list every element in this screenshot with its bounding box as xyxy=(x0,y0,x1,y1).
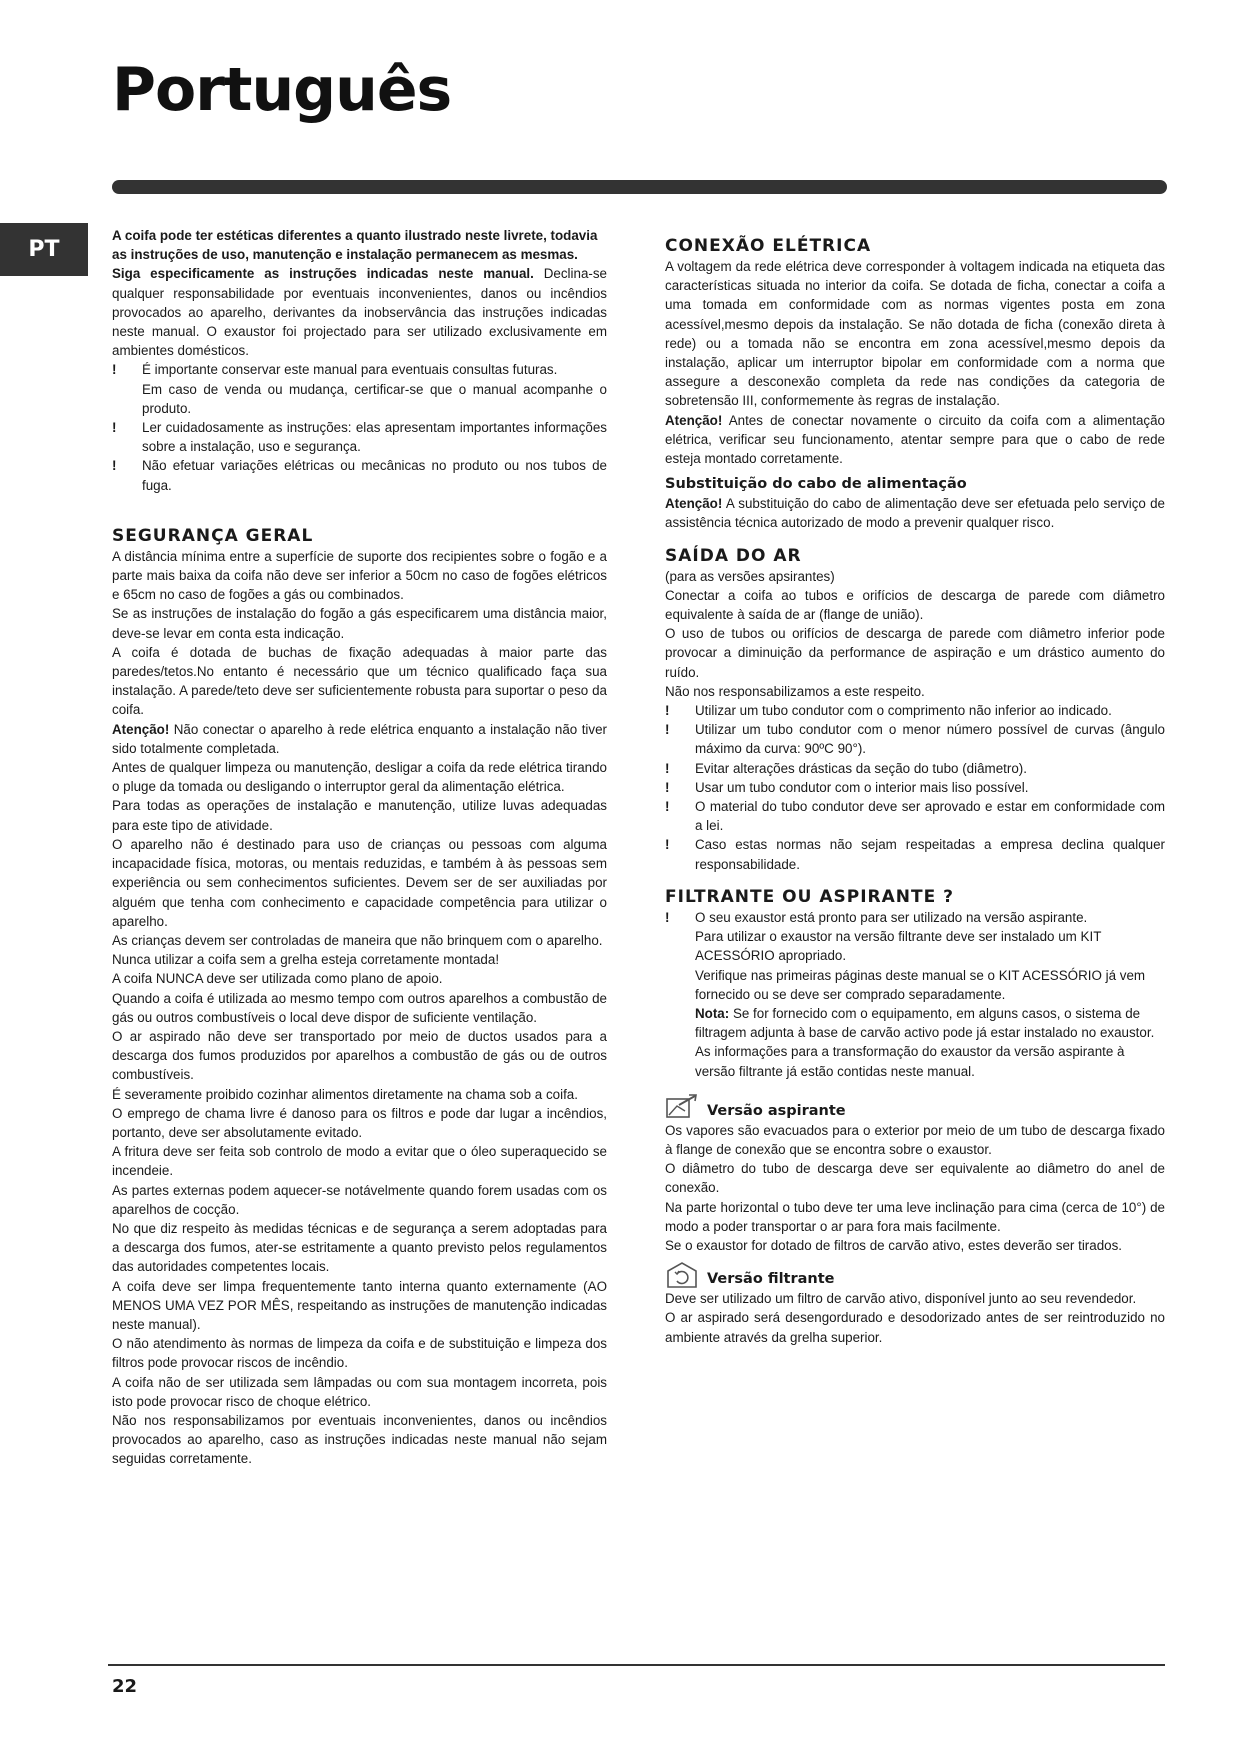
warning-text: Ler cuidadosamente as instruções: elas apresentam importantes informações sobre a instalação, uso e segurança. xyxy=(142,420,607,455)
warning-item xyxy=(665,797,1165,835)
warning-text: Utilizar um tubo condutor com o menor número possível de curvas (ângulo máximo da curva: 90ºC 90°). xyxy=(695,722,1165,757)
warning-text: É importante conservar este manual para eventuais consultas futuras. xyxy=(142,362,558,378)
safety-paragraph: É severamente proibido cozinhar alimentos diretamente na chama sob a coifa. xyxy=(112,1086,578,1102)
warning-item xyxy=(665,778,1165,797)
section-heading-air-outlet: SAÍDA DO AR xyxy=(665,545,802,566)
safety-paragraph: A fritura deve ser feita sob controlo de modo a evitar que o óleo superaquecido se incendeie. xyxy=(112,1144,607,1179)
warning-item xyxy=(665,720,1165,758)
safety-paragraph: O emprego de chama livre é danoso para os filtros e pode dar lugar a incêndios, portanto, deve ser absolutamente evitado. xyxy=(112,1105,607,1140)
safety-paragraph: A coifa é dotada de buchas de fixação adequadas à maior parte das paredes/tetos.No entanto é necessário que um técnico qualificado faça sua instalação. A parede/teto deve ser suficientemente robusta para suportar o peso da coifa. xyxy=(112,644,607,718)
safety-paragraph: Não nos responsabilizamos por eventuais inconvenientes, danos ou incêndios provocados ao aparelho, caso as instruções indicadas neste manual não sejam seguidas corretamente. xyxy=(112,1412,607,1467)
filter-text: Verifique nas primeiras páginas deste manual se o KIT ACESSÓRIO já vem fornecido ou se deve ser comprado separadamente. xyxy=(695,967,1146,1002)
warning-text: O material do tubo condutor deve ser aprovado e estar em conformidade com a lei. xyxy=(695,799,1165,834)
filtrante-icon xyxy=(665,1261,699,1289)
filter-note: Nota: Se for fornecido com o equipamento, em alguns casos, o sistema de filtragem adjunta à base de carvão activo pode já estar instalado no exaustor. xyxy=(695,1005,1155,1041)
warning-text: Caso estas normas não sejam respeitadas a empresa declina qualquer responsabilidade. xyxy=(695,837,1165,872)
air-outlet-paragraph: O uso de tubos ou orifícios de descarga de parede com diâmetro inferior pode provocar a diminuição da performance de aspiração e um drástico aumento do ruído. xyxy=(665,626,1165,680)
air-outlet-paragraph: Conectar a coifa ao tubos e orifícios de descarga de parede com diâmetro equivalente à saída de ar (flange de união). xyxy=(665,587,1165,623)
filtrante-paragraph: Deve ser utilizado um filtro de carvão ativo, disponível junto ao seu revendedor. xyxy=(665,1291,1137,1307)
intro-text: A coifa pode ter estéticas diferentes a quanto ilustrado neste livrete, todavia as instruções de uso, manutenção e instalação permanecem as mesmas. xyxy=(112,228,598,263)
exclamation-icon: ! xyxy=(665,799,670,815)
safety-paragraph: Quando a coifa é utilizada ao mesmo tempo com outros aparelhos a combustão de gás ou outros combustíveis o local deve dispor de suficiente ventilação. xyxy=(112,990,607,1025)
page-title: Português xyxy=(112,55,452,125)
subheading-aspirante: Versão aspirante xyxy=(707,1102,846,1119)
bottom-divider xyxy=(108,1664,1165,1666)
filtrante-heading-row xyxy=(665,1261,1165,1289)
safety-paragraph: Se as instruções de instalação do fogão a gás especificarem uma distância maior, deve-se levar em conta esta indicação. xyxy=(112,606,607,641)
page-number: 22 xyxy=(112,1676,138,1697)
language-tab: PT xyxy=(0,223,88,276)
aspirante-paragraph: Na parte horizontal o tubo deve ter uma leve inclinação para cima (cerca de 10°) de modo a poder transportar o ar para fora mais facilmente. xyxy=(665,1199,1165,1234)
filter-text: As informações para a transformação do exaustor da versão aspirante à versão filtrante já estão contidas neste manual. xyxy=(695,1044,1125,1079)
section-heading-safety: SEGURANÇA GERAL xyxy=(112,525,314,546)
exclamation-icon: ! xyxy=(112,362,117,378)
warning-text: Evitar alterações drásticas da seção do tubo (diâmetro). xyxy=(695,760,1027,776)
safety-paragraph: Nunca utilizar a coifa sem a grelha esteja corretamente montada! xyxy=(112,952,500,968)
safety-paragraph: A distância mínima entre a superfície de suporte dos recipientes sobre o fogão e a parte mais baixa da coifa não deve ser inferior a 50cm no caso de fogões elétricos e 65cm no caso de fogões a gás ou combinados. xyxy=(112,548,607,603)
air-outlet-note: (para as versões apsirantes) xyxy=(665,568,835,584)
electric-attention: Atenção! Antes de conectar novamente o circuito da coifa com a alimentação elétrica, verificar seu funcionamento, atentar sempre para que o cabo de rede esteja montado corretamente. xyxy=(665,412,1165,467)
warning-item xyxy=(665,759,1165,778)
electric-paragraph: A voltagem da rede elétrica deve corresponder à voltagem indicada na etiqueta das características situada no interior da coifa. Se dotada de ficha, conectar a coifa a uma tomada em conformidade com as normas vigentes posta em zona acessível,mesmo depois da instalação. Se não dotada de ficha (conexão direta à rede) ou a tomada não se encontra em zona acessível,mesmo depois da instalação, aplicar um interruptor bipolar em conformidade com a norma que assegure a desconexão completa da rede nas condições da categoria de sobretensão III, conformemente às regras de instalação. xyxy=(665,259,1165,409)
exclamation-icon: ! xyxy=(665,760,670,776)
safety-paragraph: Antes de qualquer limpeza ou manutenção, desligar a coifa da rede elétrica tirando o pluge da tomada ou desligando o interruptor geral da alimentação elétrica. xyxy=(112,760,607,795)
safety-paragraph: O não atendimento às normas de limpeza da coifa e de substituição e limpeza dos filtros pode provocar riscos de incêndio. xyxy=(112,1336,607,1371)
warning-item xyxy=(112,360,607,418)
safety-paragraph: A coifa deve ser limpa frequentemente tanto interna quanto externamente (AO MENOS UMA VEZ POR MÊS, respeitando as instruções de manutenção indicadas neste manual). xyxy=(112,1278,607,1332)
warning-item xyxy=(112,456,607,494)
safety-paragraph: As crianças devem ser controladas de maneira que não brinquem com o aparelho. xyxy=(112,932,603,948)
right-column xyxy=(665,235,1165,1347)
warning-item xyxy=(665,908,1165,1081)
warning-text: Usar um tubo condutor com o interior mais liso possível. xyxy=(695,779,1029,795)
exclamation-icon: ! xyxy=(665,837,670,853)
exclamation-icon: ! xyxy=(665,779,670,795)
safety-paragraph: O ar aspirado não deve ser transportado por meio de ductos usados para a descarga dos fumos produzidos por aparelhos a combustão de gás ou de outros combustíveis. xyxy=(112,1028,607,1083)
exclamation-icon: ! xyxy=(112,458,117,474)
filter-text: O seu exaustor está pronto para ser utilizado na versão aspirante. xyxy=(695,909,1088,925)
left-column xyxy=(112,226,607,1469)
filter-text: Para utilizar o exaustor na versão filtrante deve ser instalado um KIT ACESSÓRIO apropriado. xyxy=(695,929,1102,964)
filtrante-paragraph: O ar aspirado será desengordurado e desodorizado antes de ser reintroduzido no ambiente através da grelha superior. xyxy=(665,1310,1165,1345)
aspirante-paragraph: Se o exaustor for dotado de filtros de carvão ativo, estes deverão ser tirados. xyxy=(665,1237,1123,1253)
top-divider xyxy=(112,180,1167,194)
aspirante-icon xyxy=(665,1093,699,1121)
section-heading-filter: FILTRANTE OU ASPIRANTE ? xyxy=(665,886,954,907)
exclamation-icon: ! xyxy=(665,722,670,738)
warning-text: Não efetuar variações elétricas ou mecânicas no produto ou nos tubos de fuga. xyxy=(142,458,607,493)
exclamation-icon: ! xyxy=(112,420,117,436)
warning-text: Em caso de venda ou mudança, certificar-se que o manual acompanhe o produto. xyxy=(142,381,607,416)
safety-paragraph: A coifa não de ser utilizada sem lâmpadas ou com sua montagem incorreta, pois isto pode provocar risco de choque elétrico. xyxy=(112,1374,607,1409)
aspirante-paragraph: O diâmetro do tubo de descarga deve ser equivalente ao diâmetro do anel de conexão. xyxy=(665,1161,1165,1196)
exclamation-icon: ! xyxy=(665,909,670,925)
exclamation-icon: ! xyxy=(665,703,670,719)
warning-item xyxy=(112,418,607,456)
warning-item xyxy=(665,835,1165,873)
subheading-filtrante: Versão filtrante xyxy=(707,1271,835,1288)
safety-paragraph: O aparelho não é destinado para uso de crianças ou pessoas com alguma incapacidade física, motoras, ou mentais reduzidas, e também à às pessoas sem experiência ou sem conhecimentos suficientes. Devem ser de ser auxiliadas por alguém que tenha com conhecimento e capacidade competência para utilizar o aparelho. xyxy=(112,836,607,929)
aspirante-paragraph: Os vapores são evacuados para o exterior por meio de um tubo de descarga fixado à flange de conexão que se encontra sobre o exaustor. xyxy=(665,1122,1165,1157)
section-heading-electric: CONEXÃO ELÉTRICA xyxy=(665,236,872,256)
warning-text: Utilizar um tubo condutor com o comprimento não inferior ao indicado. xyxy=(695,703,1112,719)
subheading-cable: Substituição do cabo de alimentação xyxy=(665,476,967,493)
safety-paragraph: A coifa NUNCA deve ser utilizada como plano de apoio. xyxy=(112,971,443,987)
aspirante-heading-row xyxy=(665,1093,1165,1121)
warning-item xyxy=(665,701,1165,720)
instructions-paragraph: Siga especificamente as instruções indicadas neste manual. Declina-se qualquer responsabilidade por eventuais inconvenientes, danos ou incêndios provocados ao aparelho, derivantes da inobservância das instruções indicadas neste manual. O exaustor foi projectado para ser utilizado exclusivamente em ambientes domésticos. xyxy=(112,266,608,359)
safety-paragraph: No que diz respeito às medidas técnicas e de segurança a serem adoptadas para a descarga dos fumos, ater-se estritamente a quanto previsto pelos regulamentos das autoridades competentes locais. xyxy=(112,1220,607,1275)
air-outlet-paragraph: Não nos responsabilizamos a este respeito. xyxy=(665,683,925,699)
safety-paragraph: As partes externas podem aquecer-se notávelmente quando forem usadas com os aparelhos de cocção. xyxy=(112,1182,607,1217)
safety-attention: Atenção! Não conectar o aparelho à rede elétrica enquanto a instalação não tiver sido totalmente completada. xyxy=(112,721,607,756)
safety-paragraph: Para todas as operações de instalação e manutenção, utilize luvas adequadas para este tipo de atividade. xyxy=(112,798,607,833)
cable-attention: Atenção! A substituição do cabo de alimentação deve ser efetuada pelo serviço de assistência técnica autorizado de modo a prevenir qualquer risco. xyxy=(665,496,1165,531)
